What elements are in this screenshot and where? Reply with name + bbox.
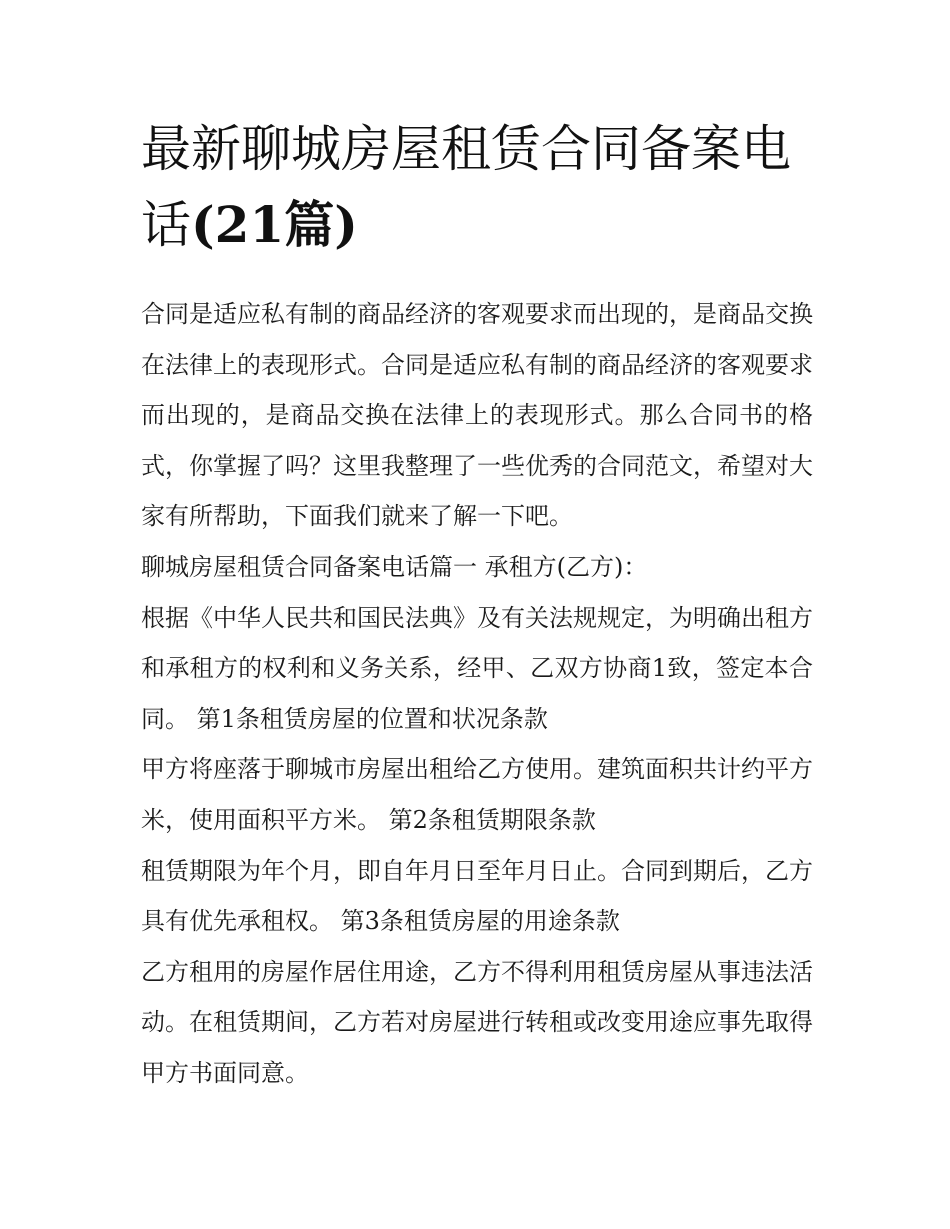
clause-paragraph: 根据《中华人民共和国民法典》及有关法规规定，为明确出租方和承租方的权利和义务关系，经甲、乙双方协商1致，签定本合同。 第1条租赁房屋的位置和状况条款 [141, 603, 813, 733]
document-body [141, 289, 813, 1099]
document-page [141, 112, 813, 1099]
clause-paragraph: 甲方将座落于聊城市房屋出租给乙方使用。建筑面积共计约平方米，使用面积平方米。 第2条租赁期限条款 [141, 755, 813, 834]
clause-paragraph: 乙方租用的房屋作居住用途，乙方不得利用租赁房屋从事违法活动。在租赁期间，乙方若对房屋进行转租或改变用途应事先取得甲方书面同意。 [141, 957, 813, 1087]
document-title: 最新聊城房屋租赁合同备案电话(21篇) [141, 120, 791, 254]
clause-paragraph: 租赁期限为年个月，即自年月日至年月日止。合同到期后，乙方具有优先承租权。 第3条租赁房屋的用途条款 [141, 856, 813, 936]
section-heading: 聊城房屋租赁合同备案电话篇一 承租方(乙方)： [141, 552, 648, 581]
intro-paragraph: 合同是适应私有制的商品经济的客观要求而出现的，是商品交换在法律上的表现形式。合同是适应私有制的商品经济的客观要求而出现的，是商品交换在法律上的表现形式。那么合同书的格式，你掌握了吗？这里我整理了一些优秀的合同范文，希望对大家有所帮助，下面我们就来了解一下吧。 [141, 300, 813, 531]
